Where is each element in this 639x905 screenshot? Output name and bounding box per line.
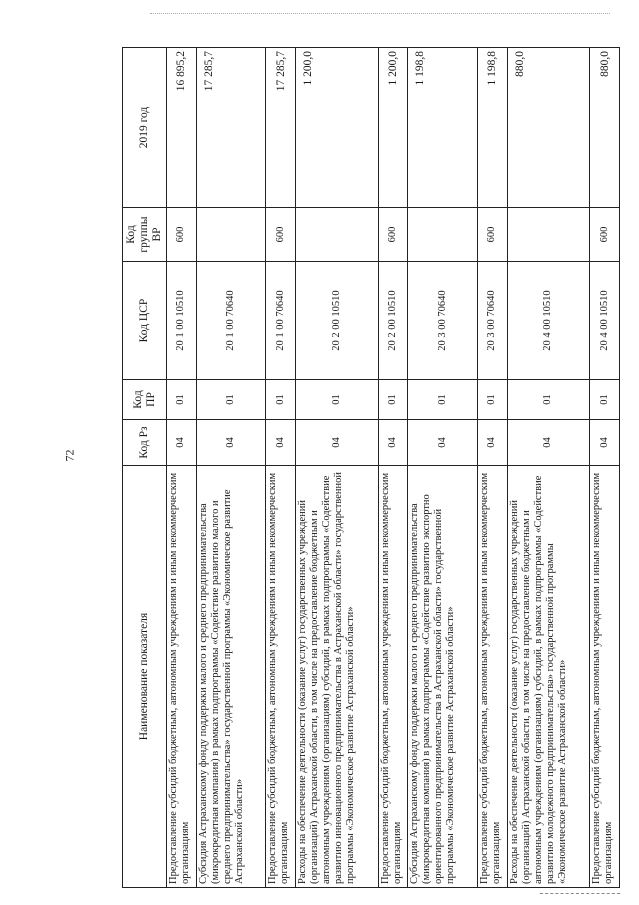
- row-name: Расходы на обеспечение деятельности (оказание услуг) государственных учреждений (организаций) Астраханской области, в том числе на предоставление бюджетным и автономным учреждениям (организациям) субсидий, в рамках подпрограммы «Содействие развитию молодежного предпринимательства» государственной программы «Экономическое развитие Астраханской области»: [507, 466, 590, 888]
- table-row: [295, 48, 378, 888]
- row-vr: 600: [266, 208, 296, 262]
- rotated-table-container: [122, 48, 620, 888]
- row-amount: 17 285,7: [196, 48, 265, 208]
- row-name: Предоставление субсидий бюджетным, автономным учреждениям и иным некоммерческим организациям: [378, 466, 408, 888]
- header-pr: Код ПР: [123, 380, 167, 420]
- row-rz: 04: [378, 420, 408, 466]
- row-name: Расходы на обеспечение деятельности (оказание услуг) государственных учреждений (организаций) Астраханской области, в том числе на предоставление бюджетным и автономным учреждениям (организациям) субсидий, в рамках подпрограммы «Содействие развитию инновационного предпринимательства в Астраханской области» государственной программы «Экономическое развитие Астраханской области»: [295, 466, 378, 888]
- row-vr: 600: [590, 208, 620, 262]
- row-vr: 600: [477, 208, 507, 262]
- row-rz: 04: [477, 420, 507, 466]
- row-name: Предоставление субсидий бюджетным, автономным учреждениям и иным некоммерческим организациям: [167, 466, 197, 888]
- row-rz: 04: [167, 420, 197, 466]
- row-pr: 01: [167, 380, 197, 420]
- row-amount: 1 198,8: [408, 48, 477, 208]
- header-vr: Код группы ВР: [123, 208, 167, 262]
- row-csr: 20 4 00 10510: [507, 262, 590, 380]
- table-row: [167, 48, 197, 888]
- row-pr: 01: [378, 380, 408, 420]
- row-vr: [196, 208, 265, 262]
- table-row: [408, 48, 477, 888]
- header-rz: Код Рз: [123, 420, 167, 466]
- row-name: Предоставление субсидий бюджетным, автономным учреждениям и иным некоммерческим организациям: [266, 466, 296, 888]
- row-amount: 17 285,7: [266, 48, 296, 208]
- row-pr: 01: [295, 380, 378, 420]
- row-amount: 1 200,0: [295, 48, 378, 208]
- row-pr: 01: [507, 380, 590, 420]
- row-rz: 04: [266, 420, 296, 466]
- row-amount: 880,0: [590, 48, 620, 208]
- row-vr: [507, 208, 590, 262]
- row-name: Субсидия Астраханскому фонду поддержки малого и среднего предпринимательства (микрокредитная компания) в рамках подпрограммы «Содействие развитию малого и среднего предпринимательства» государственной программы «Экономическое развитие Астраханской области»: [196, 466, 265, 888]
- table-row: [507, 48, 590, 888]
- row-rz: 04: [408, 420, 477, 466]
- table-row: [590, 48, 620, 888]
- row-pr: 01: [266, 380, 296, 420]
- row-amount: 1 200,0: [378, 48, 408, 208]
- table-row: [378, 48, 408, 888]
- row-pr: 01: [590, 380, 620, 420]
- row-pr: 01: [196, 380, 265, 420]
- row-amount: 16 895,2: [167, 48, 197, 208]
- row-csr: 20 1 00 70640: [266, 262, 296, 380]
- header-csr: Код ЦСР: [123, 262, 167, 380]
- row-csr: 20 3 00 70640: [408, 262, 477, 380]
- table-header-row: [123, 48, 167, 888]
- page-number: 72: [62, 449, 77, 462]
- table-row: [477, 48, 507, 888]
- budget-table: [122, 47, 620, 888]
- row-amount: 880,0: [507, 48, 590, 208]
- row-vr: 600: [167, 208, 197, 262]
- row-vr: 600: [378, 208, 408, 262]
- header-name: Наименование показателя: [123, 466, 167, 888]
- row-csr: 20 2 00 10510: [295, 262, 378, 380]
- row-csr: 20 4 00 10510: [590, 262, 620, 380]
- row-name: Предоставление субсидий бюджетным, автономным учреждениям и иным некоммерческим организациям: [590, 466, 620, 888]
- scan-edge-dashes: [540, 893, 620, 894]
- row-name: Субсидия Астраханскому фонду поддержки малого и среднего предпринимательства (микрокредитная компания) в рамках подпрограммы «Содействие развитию экспортно ориентированного предпринимательства в Астраханской области» государственной программы «Экономическое развитие Астраханской области»: [408, 466, 477, 888]
- row-amount: 1 198,8: [477, 48, 507, 208]
- row-rz: 04: [196, 420, 265, 466]
- row-csr: 20 3 00 70640: [477, 262, 507, 380]
- table-row: [196, 48, 265, 888]
- row-csr: 20 1 00 70640: [196, 262, 265, 380]
- row-rz: 04: [590, 420, 620, 466]
- table-row: [266, 48, 296, 888]
- row-csr: 20 2 00 10510: [378, 262, 408, 380]
- row-pr: 01: [477, 380, 507, 420]
- row-name: Предоставление субсидий бюджетным, автономным учреждениям и иным некоммерческим организациям: [477, 466, 507, 888]
- scan-edge-line: [150, 13, 610, 14]
- row-rz: 04: [507, 420, 590, 466]
- row-vr: [295, 208, 378, 262]
- row-rz: 04: [295, 420, 378, 466]
- row-csr: 20 1 00 10510: [167, 262, 197, 380]
- row-vr: [408, 208, 477, 262]
- row-pr: 01: [408, 380, 477, 420]
- header-amount: 2019 год: [123, 48, 167, 208]
